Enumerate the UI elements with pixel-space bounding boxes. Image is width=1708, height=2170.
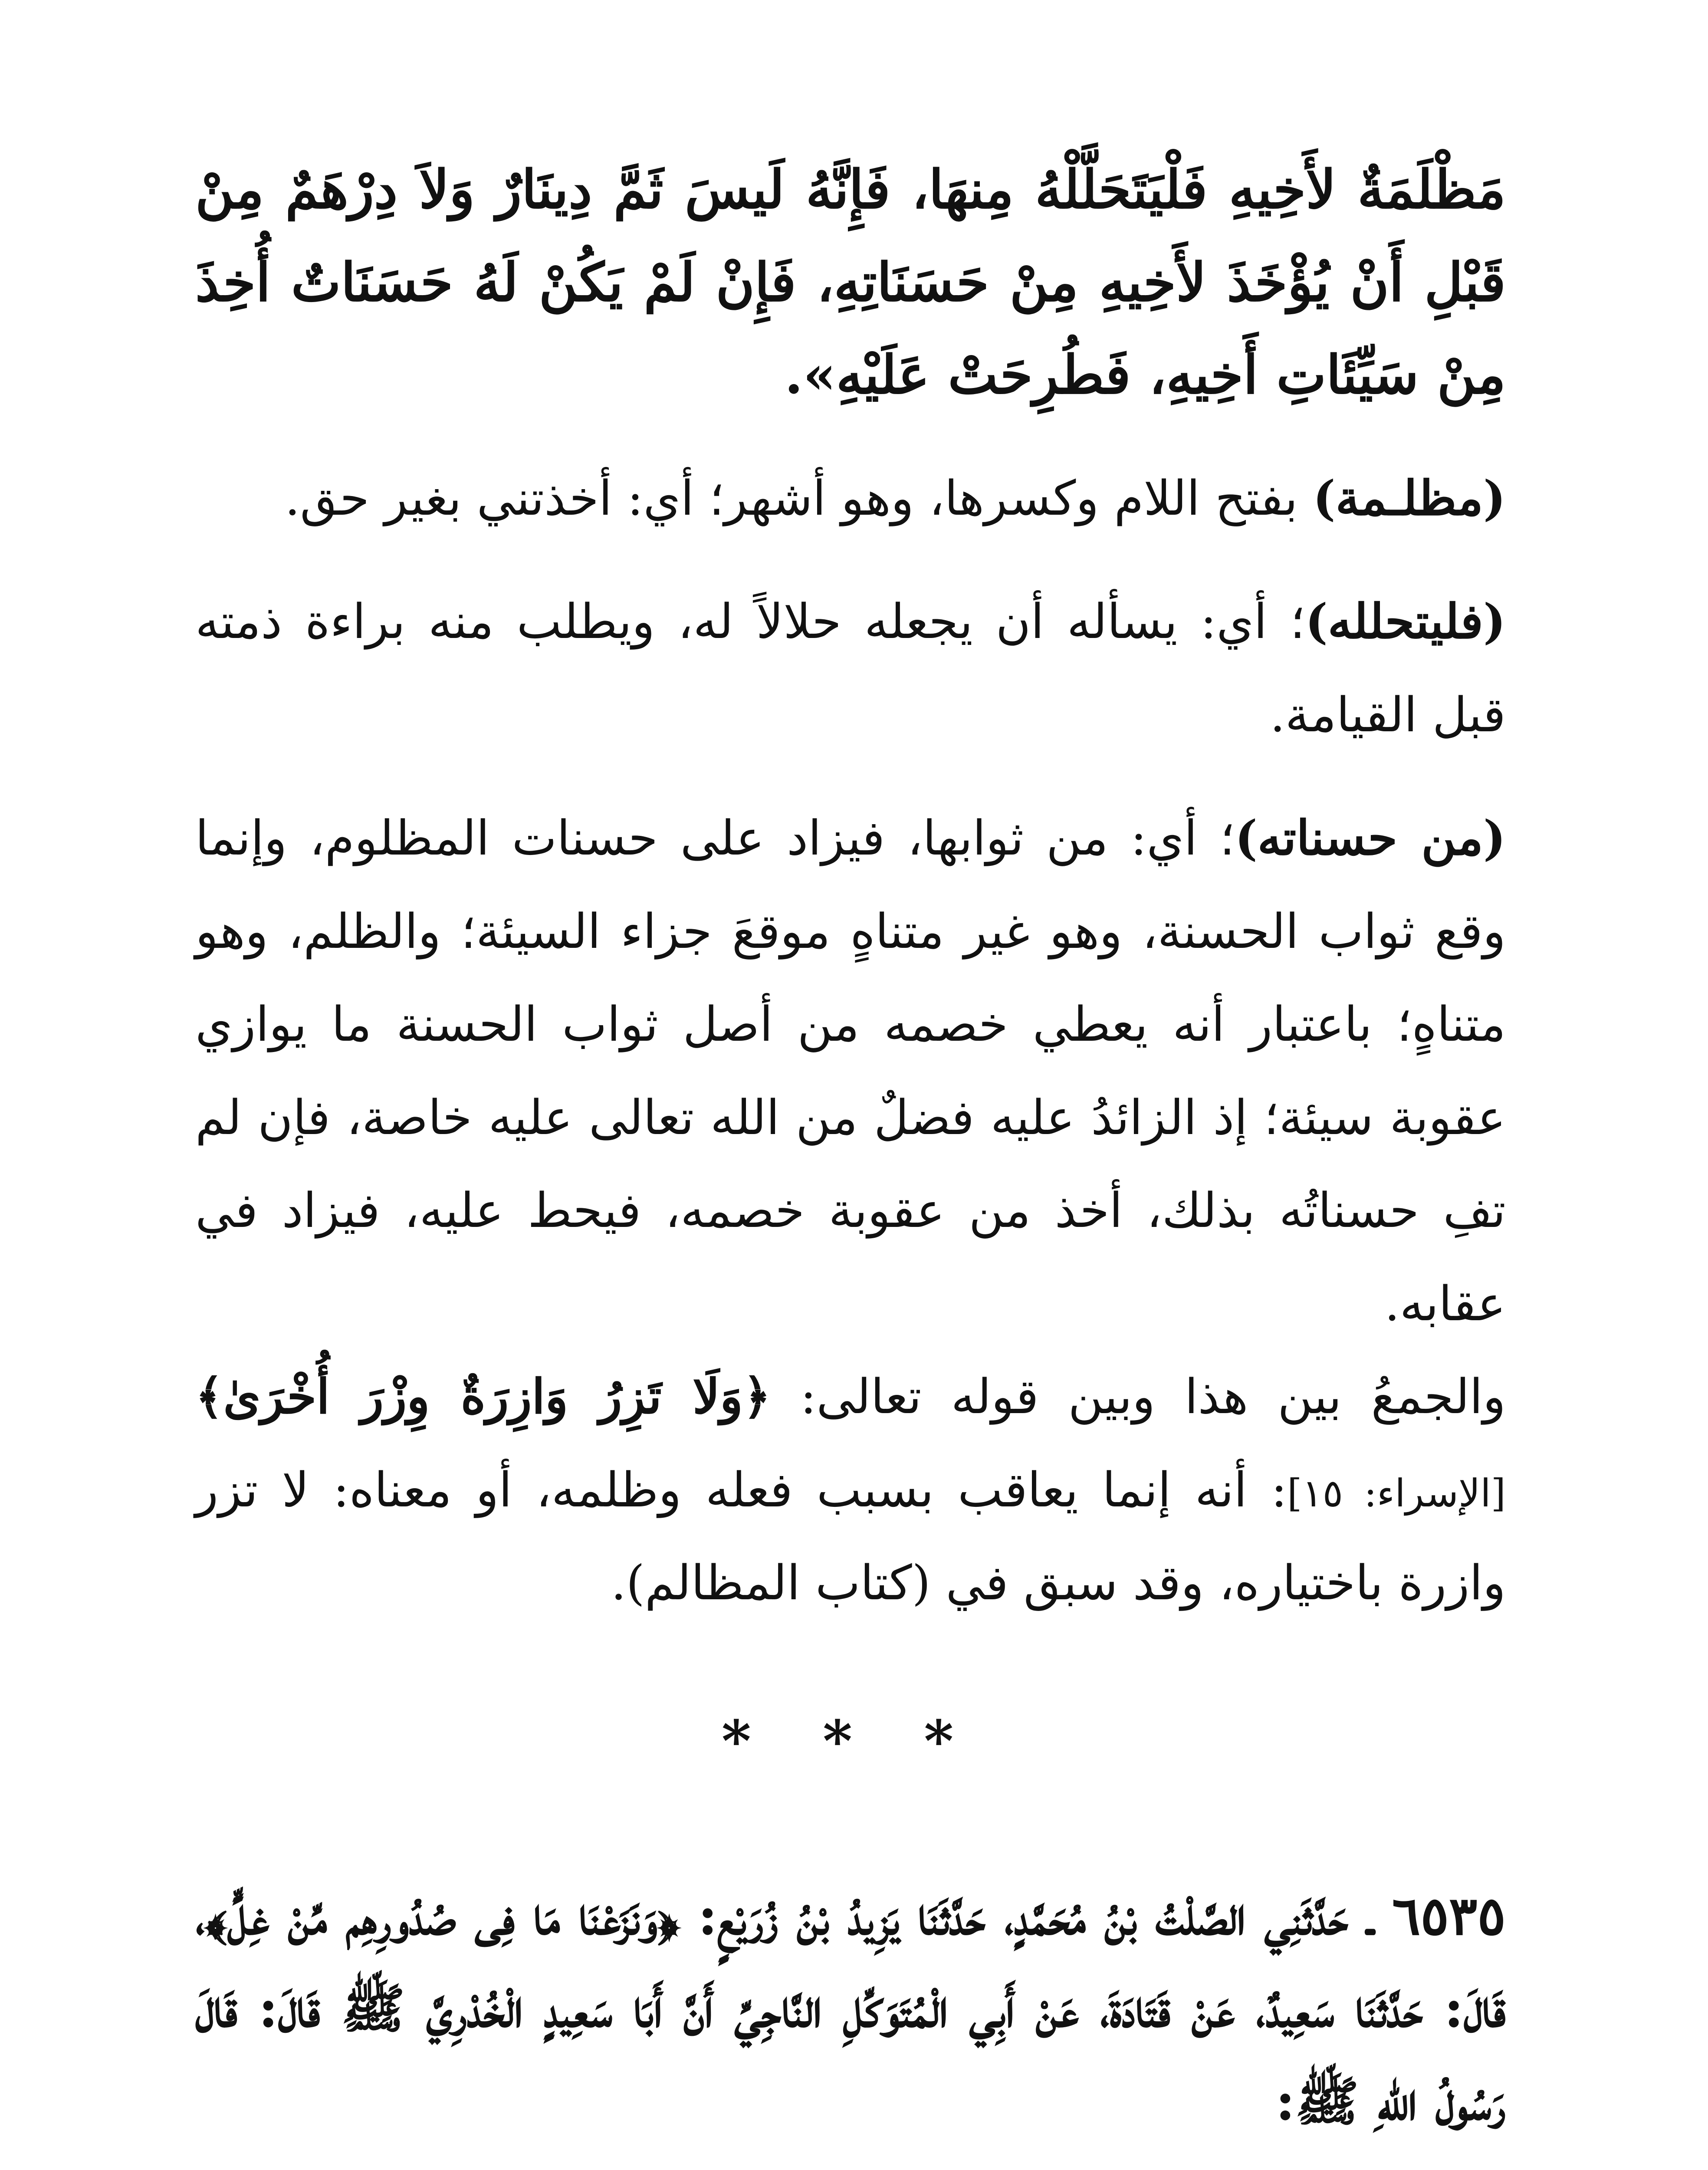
quran-verse: ﴿وَلَا تَزِرُ وَازِرَةٌ وِزْرَ أُخْرَىٰ﴾ [195,1368,771,1424]
commentary-paragraph-mazlama [195,452,1506,545]
hadith-number: ٦٥٣٥ [1392,1884,1506,1947]
hadith-continuation: مَظْلَمَةٌ لأَخِيهِ فَلْيَتَحَلَّلْهُ مِنهَا، فَإِنَّهُ لَيسَ ثَمَّ دِينَارٌ وَلاَ دِرْهَمٌ مِنْ قَبْلِ أَنْ يُؤْخَذَ لأَخِيهِ مِنْ حَسَنَاتِهِ، فَإِنْ لَمْ يَكُنْ لَهُ حَسَنَاتٌ أُخِذَ مِنْ سَيِّئَاتِ أَخِيهِ، فَطُرِحَتْ عَلَيْهِ». [195,158,1506,406]
book-page [195,143,1506,2170]
commentary-text: ؛ أي: يسأله أن يجعله حلالاً له، ويطلب منه براءة ذمته قبل القيامة. [195,594,1506,743]
section-separator: * * * [721,1707,980,1774]
commentary-text: بفتح اللام وكسرها، وهو أشهر؛ أي: أخذتني بغير حق. [285,470,1313,526]
commentary-term: (من حسناته) [1235,810,1506,866]
hadith-dash: ـ [1348,1884,1392,1947]
commentary-text: : أنه إنما يعاقب بسبب فعله وظلمه، أو معناه: لا تزر وازرة باختياره، وقد سبق في (كتاب المظالم). [195,1462,1506,1611]
commentary-term: (مظلـمة) [1313,470,1506,526]
hadith-6535 [195,1870,1506,2148]
commentary-paragraph-reconciliation [195,1350,1506,1630]
commentary-text: والجمعُ بين هذا وبين قوله تعالى: [771,1369,1506,1424]
commentary-paragraph-min-hasanatihi [195,792,1506,1350]
quran-verse: ﴿وَنَزَعْنَا مَا فِى صُدُورِهِم مِّنْ غِلٍّ﴾ [205,1884,680,1947]
hadith-isnad: حَدَّثَنِي الصَّلْتُ بْنُ مُحَمَّدٍ، حَدَّثَنَا يَزِيدُ بْنُ زُرَيْعٍ: [679,1884,1349,1947]
verse-reference: [الإسراء: ١٥] [1287,1470,1506,1516]
commentary-paragraph-falyatahallalhu [195,575,1506,761]
commentary-term: (فليتحلله) [1305,593,1506,649]
commentary-text: ؛ أي: من ثوابها، فيزاد على حسنات المظلوم، وإنما وقع ثواب الحسنة، وهو غير متناهٍ موقعَ جزاء السيئة؛ والظلم، وهو متناهٍ؛ باعتبار أنه يعطي خصمه من أصل ثواب الحسنة ما يوازي عقوبة سيئة؛ إذ الزائدُ عليه فضلٌ من الله تعالى عليه خاصة، فإن لم تفِ حسناتُه بذلك، أخذ من عقوبة خصمه، فيحط عليه، فيزاد في عقابه. [195,810,1506,1332]
hadith-isnad-continued: ، قَالَ: حَدَّثَنَا سَعِيدٌ، عَنْ قَتَادَةَ، عَنْ أَبِي الْمُتَوَكِّلِ النَّاجِيِّ أَنَّ أَبَا سَعِيدٍ الْخُدْرِيَّ ﷺ قَالَ: قَالَ رَسُولُ اللهِ ﷺ: [195,1884,1506,2132]
